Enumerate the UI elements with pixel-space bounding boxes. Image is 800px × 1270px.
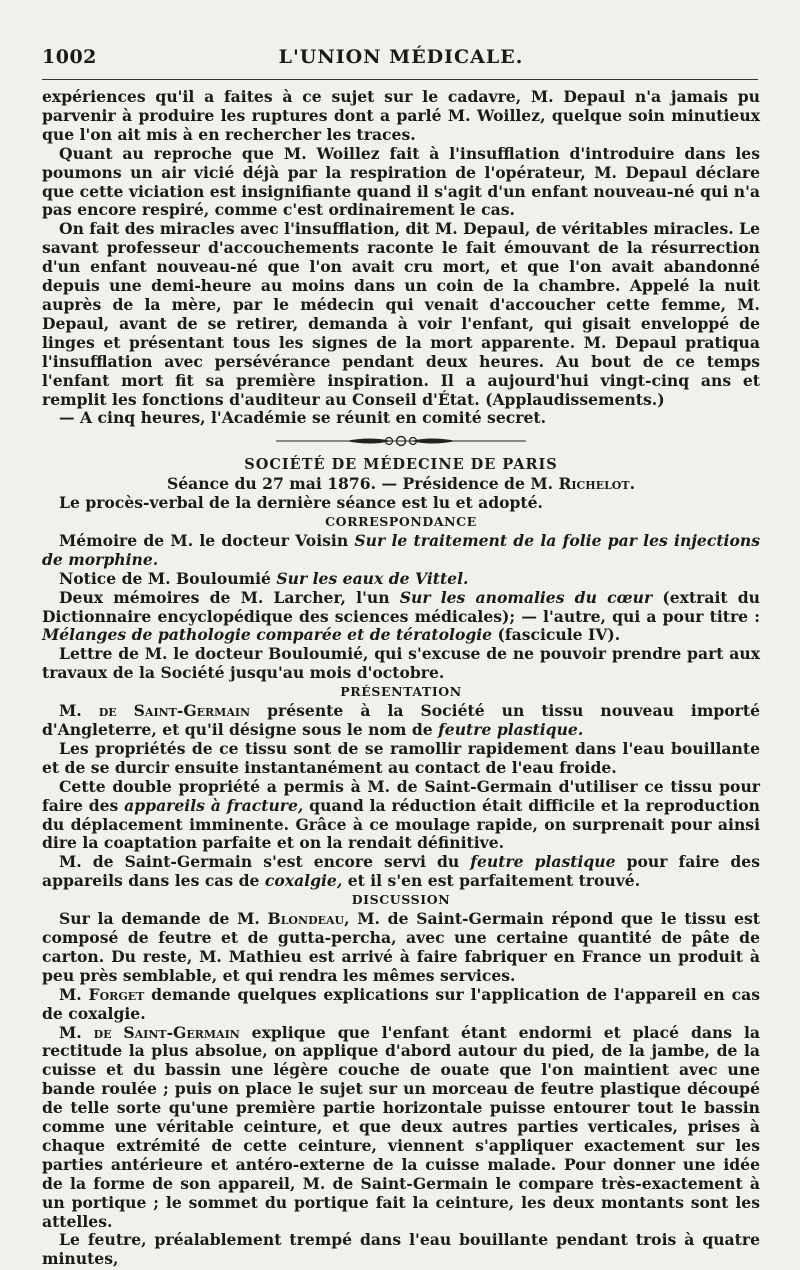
discussion-paragraph: M. Forget demande quelques explications sur l'application de l'appareil en cas de coxalgie. xyxy=(42,984,760,1023)
speaker-name: M. de Saint-Germain xyxy=(59,1022,240,1042)
correspondance-heading: CORRESPONDANCE xyxy=(325,514,477,530)
discussion-paragraph: Sur la demande de M. Blondeau, M. de Saint-Germain répond que le tissu est composé de feutre et de gutta-percha, avec une certaine quantité de pâte de carton. Du reste, M. Mathieu est arrivé à faire fabriquer en France un produit à peu près semblable, et qui rendra les mêmes services. xyxy=(42,909,760,985)
session-line: Séance du 27 mai 1876. — Présidence de M. Richelot. xyxy=(166,474,636,494)
discussion-paragraph: Le feutre, préalablement trempé dans l'eau bouillante pendant trois à quatre minutes, xyxy=(42,1230,760,1269)
header-rule xyxy=(42,79,758,80)
presentation-paragraph: M. de Saint-Germain présente à la Société un tissu nouveau importé d'Angleterre, et qu'il désigne sous le nom de feutre plastique. xyxy=(42,701,760,739)
presentation-heading: PRÉSENTATION xyxy=(340,684,462,700)
article-body xyxy=(42,88,760,1269)
discussion-paragraph: M. de Saint-Germain explique que l'enfant étant endormi et placé dans la rectitude la plus absolue, on applique d'abord autour du pied, de la jambe, de la cuisse et du bassin une légère couche de ouate que l'on maintient avec une bande roulée ; puis on place le sujet sur un morceau de feutre plastique découpé de telle sorte qu'une première partie horizontale puisse entourer tout le bassin comme une véritable ceinture, et que deux autres parties verticales, prises à chaque extrémité de cette ceinture, viennent s'appliquer exactement sur les parties antérieure et antéro-externe de la cuisse malade. Pour donner une idée de la forme de son appareil, M. de Saint-Germain le compare très-exactement à un portique ; le sommet du portique fait la ceinture, les deux montants sont les attelles. xyxy=(42,1022,760,1231)
academy-paragraph: On fait des miracles avec l'insufflation, dit M. Depaul, de véritables miracles. Le savant professeur d'accouchements raconte le fait émouvant de la résurrection d'un enfant nouveau-né que l'on avait cru mort, et que l'on avait abandonné depuis une demi-heure au moins dans un coin de la chambre. Appelé la nuit auprès de la mère, par le médecin qui venait d'accoucher cette femme, M. Depaul, avant de se retirer, demanda à voir l'enfant, qui gisait enveloppé de linges et présentant tous les signes de la mort apparente. M. Depaul pratiqua l'insufflation avec persévérance pendant deux heures. Au bout de ce temps l'enfant mort fit sa première inspiration. Il a aujourd'hui vingt-cinq ans et remplit les fonctions d'auditeur au Conseil d'État. (Applaudissements.) xyxy=(42,219,760,409)
speaker-name: M. de Saint-Germain xyxy=(59,701,251,721)
president-name: Richelot xyxy=(558,474,630,494)
correspondance-item: Mémoire de M. le docteur Voisin Sur le traitement de la folie par les injections de morphine. xyxy=(42,530,760,569)
academy-closing: — A cinq heures, l'Académie se réunit en comité secret. xyxy=(59,408,547,428)
society-title: SOCIÉTÉ DE MÉDECINE DE PARIS xyxy=(244,456,558,474)
correspondance-item: Lettre de M. le docteur Bouloumié, qui s'excuse de ne pouvoir prendre part aux travaux de la Société jusqu'au mois d'octobre. xyxy=(42,644,760,683)
page-number: 1002 xyxy=(42,46,97,68)
speaker-name: M. Forget xyxy=(59,984,145,1004)
presentation-paragraph: M. de Saint-Germain s'est encore servi du feutre plastique pour faire des appareils dans les cas de coxalgie, et il s'en est parfaitement trouvé. xyxy=(42,852,760,891)
running-title: L'UNION MÉDICALE. xyxy=(278,46,524,68)
correspondance-item: Notice de M. Bouloumié Sur les eaux de Vittel. xyxy=(59,568,469,588)
academy-paragraph: Quant au reproche que M. Woillez fait à l'insufflation d'introduire dans les poumons un air vicié déjà par la respiration de l'opérateur, M. Depaul déclare que cette viciation est insignifiante quand il s'agit d'un enfant nouveau-né qui n'a pas encore respiré, comme c'est ordinairement le cas. xyxy=(42,143,760,220)
discussion-heading: DISCUSSION xyxy=(351,892,451,908)
minutes-line: Le procès-verbal de la dernière séance est lu et adopté. xyxy=(59,493,543,513)
page-header xyxy=(42,46,760,76)
presentation-paragraph: Les propriétés de ce tissu sont de se ramollir rapidement dans l'eau bouillante et de se durcir ensuite instantanément au contact de l'eau froide. xyxy=(42,738,760,777)
academy-paragraph: expériences qu'il a faites à ce sujet sur le cadavre, M. Depaul n'a jamais pu parvenir à produire les ruptures dont a parlé M. Woillez, quelque soin minutieux que l'on ait mis à en rechercher les traces. xyxy=(42,87,760,144)
section-ornament xyxy=(276,434,526,448)
presentation-paragraph: Cette double propriété a permis à M. de Saint-Germain d'utiliser ce tissu pour faire des appareils à fracture, quand la réduction était difficile et la reproduction du déplacement imminente. Grâce à ce moulage rapide, on surprenait pour ainsi dire la coaptation parfaite et on la rendait définitive. xyxy=(42,776,760,853)
correspondance-item: Deux mémoires de M. Larcher, l'un Sur les anomalies du cœur (extrait du Dictionnaire encyclopédique des sciences médicales); — l'autre, qui a pour titre : Mélanges de pathologie comparée et de tératologie (fascicule IV). xyxy=(42,587,761,645)
speaker-name: Blondeau xyxy=(267,909,345,929)
